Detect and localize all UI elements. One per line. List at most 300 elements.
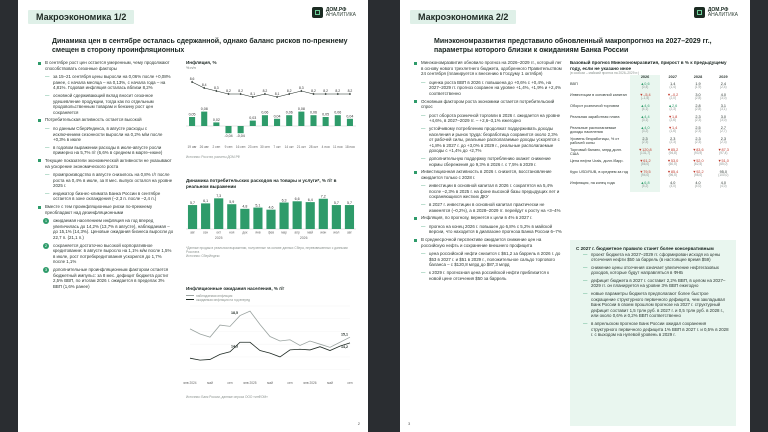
- data-label: 0,06: [310, 110, 317, 115]
- data-label: 4,8: [242, 204, 248, 209]
- forecast-table-block: [570, 60, 736, 192]
- number-badge: 2: [44, 242, 48, 248]
- table-row: [570, 82, 736, 93]
- table-row: [570, 170, 736, 181]
- data-label: 5,7: [346, 200, 352, 205]
- cell-previous: (1,4): [669, 85, 676, 89]
- cell-previous: (3,1): [720, 107, 727, 111]
- cell-previous: (4,0): [669, 184, 676, 188]
- cell-value: 95,0: [719, 170, 728, 174]
- cell-previous: (97,4): [719, 151, 728, 155]
- cell-value: 4,0: [695, 181, 701, 185]
- table-cell: [685, 170, 710, 181]
- table-cell: [660, 93, 685, 104]
- cell-previous: (56,0): [640, 162, 650, 166]
- data-label: 6,1: [203, 199, 209, 204]
- cell-value: ▼–5,4: [639, 93, 651, 97]
- tick-label: 26 авг: [199, 145, 209, 150]
- tick-label: 21 окт: [296, 145, 306, 150]
- table-cell: [711, 93, 736, 104]
- bar: [189, 117, 195, 126]
- page-right: [400, 0, 750, 432]
- tick-label: дек: [242, 230, 248, 235]
- row-label: Оборот розничной торговли: [570, 104, 620, 108]
- data-label: 5,7: [190, 200, 196, 205]
- sub-bullet-item: — промпроизводство в августе снизилось на 0,8% г/г после роста на 0,4% в июле, за 8 мес. выпуск остался на уровне 2025 г.: [38, 172, 174, 189]
- cell-previous: (4,0): [694, 184, 702, 188]
- cell-previous: (62,5): [693, 162, 703, 166]
- tick-label: июл: [333, 230, 340, 235]
- cell-previous: (–1,5): [640, 96, 650, 100]
- chart-note: *Данные продаж в реальном выражении, полученные на основе данных Сбера, перевзвешенных с данными Росстата: [186, 246, 348, 254]
- tick-label: 14 окт: [284, 145, 294, 150]
- table-cell: [660, 104, 685, 115]
- bullet-item: Вместе с тем проинфляционные риски по-прежнему преобладают над дезинфляционными: [38, 204, 174, 215]
- logo-text: ДОМ.РФ АНАЛИТИКА: [325, 6, 356, 18]
- cell-value: 2,3: [695, 137, 701, 141]
- table-row: [570, 148, 736, 159]
- table-row: [570, 104, 736, 115]
- chart-consumer-spending: [186, 178, 356, 258]
- cell-value: ▼83,6: [692, 148, 704, 152]
- table-header-cell: 2028: [693, 75, 703, 79]
- cell-value: ▲0,6: [640, 82, 650, 86]
- box-title: С 2027 г. бюджетное правило станет более консервативным: [576, 246, 714, 251]
- tick-label: 9 сен: [224, 145, 233, 150]
- tick-label: фев: [267, 230, 275, 235]
- table-row: [570, 137, 736, 148]
- line-label: 8,2: [238, 89, 244, 94]
- tick-label: сен: [227, 380, 233, 385]
- bar: [225, 126, 231, 133]
- row-label: Торговый баланс, млрд долл. США: [570, 148, 623, 156]
- bar: [253, 208, 262, 229]
- data-label: 0,06: [334, 110, 342, 115]
- table-cell: [660, 148, 685, 159]
- numbered-item: [38, 243, 174, 265]
- bullet-item: Потребительская активность остается высокой: [38, 117, 174, 123]
- table-header-cell: 2026: [630, 75, 660, 82]
- tick-label: 30 сен: [260, 145, 270, 150]
- line-label: 8,2: [347, 89, 353, 94]
- chart-source: Источник: Росстат, расчеты ДОМ.РФ: [186, 155, 241, 160]
- cell-value: ▼51,0: [717, 159, 729, 163]
- cell-previous: (98,0): [693, 173, 703, 177]
- budget-rule-box: [570, 240, 736, 426]
- cell-previous: (3,1): [641, 118, 649, 122]
- data-label: 15,1: [341, 332, 348, 337]
- cell-value: 2,3: [670, 137, 676, 141]
- line-label: 8,1: [274, 92, 280, 97]
- chart-title: Динамика потребительских расходов на товары и услуги*, % г/г в реальном выражении: [186, 178, 337, 189]
- line-label: 8,3: [213, 86, 219, 91]
- table-cell: [685, 104, 710, 115]
- page-left: [18, 0, 368, 432]
- data-label: 0,05: [322, 112, 330, 117]
- cell-previous: (2,3): [694, 118, 702, 122]
- cell-value: 1,9: [695, 82, 701, 86]
- table-cell: [660, 170, 685, 181]
- chart-source: Источник: СберИндекс: [186, 254, 220, 258]
- row-label: Инвестиции в основной капитал: [570, 93, 627, 97]
- line-label: 8,1: [250, 92, 256, 97]
- cell-value: ▼85,2: [667, 148, 679, 152]
- cell-value: ▼79,5: [639, 170, 651, 174]
- tick-label: авг: [190, 230, 195, 235]
- inflation-chart-svg: [186, 70, 356, 150]
- page-number: 3: [408, 421, 411, 426]
- cell-previous: (2,8): [694, 96, 702, 100]
- tick-label: июн: [320, 230, 327, 235]
- bar: [188, 205, 197, 229]
- table-cell: [660, 126, 685, 137]
- data-label: 6,4: [307, 197, 313, 202]
- cell-previous: (93,9): [693, 151, 703, 155]
- data-label: 0,04: [273, 114, 281, 119]
- point: [191, 81, 193, 83]
- cell-previous: (2,4): [720, 85, 727, 89]
- chart-inflation-expectations: [183, 286, 356, 399]
- bar: [286, 115, 292, 126]
- sub-bullet-item: — в годовом выражении расходы в июле-августе росли примерно на 5,7% г/г (6,6% в среднем в марте–июне): [38, 145, 174, 156]
- sub-bullet-item: — устойчивому потреблению продолжат поддерживать доходы населения и рынок труда: безработица сохранится около 2,3% от рабочей силы, реальные располагаемые доходы ускорятся с +1,8% в 2027 г. до +3,0% в 2029 г., реальные располагаемые доходы с +1,4% до +2,7%: [414, 126, 562, 154]
- table-cell: [685, 115, 710, 126]
- tick-label: сен: [347, 380, 353, 385]
- legend: [186, 294, 356, 302]
- row-label: Инфляция, на конец года: [570, 181, 615, 185]
- text-column: [38, 60, 174, 291]
- box-text: [576, 246, 730, 340]
- line-label: 8,4: [201, 83, 207, 88]
- table-cell: [630, 148, 660, 159]
- cell-previous: (3,0): [720, 118, 727, 122]
- table-cell: [630, 137, 660, 148]
- cell-previous: (2,6): [669, 118, 676, 122]
- tick-label: окт: [216, 230, 222, 235]
- table-row: [570, 181, 736, 192]
- sub-bullet-item: — инвестиции в основной капитал в 2026 г. сократятся на 5,4% после –2,3% в 2025 г. на фоне высокой базы предыдущих лет и сохраняющихся жестких ДКУ: [414, 183, 562, 200]
- table-cell: [685, 137, 710, 148]
- data-label: 0,03: [249, 116, 257, 121]
- bar: [250, 121, 256, 126]
- cell-previous: (96,5): [668, 173, 677, 177]
- bar: [293, 201, 302, 229]
- data-label: 6,6: [294, 197, 300, 202]
- tick-label: 16 сен: [235, 145, 246, 150]
- data-label: 0,08: [297, 107, 305, 112]
- bullet-item: В среднесрочной перспективе ожидается снижение цен на российскую нефть и сохранение внешнего профицита: [414, 237, 562, 248]
- box-item: — снижение цены отсечения означает увеличение нефтегазовых доходов, которые будут направляться в ФНБ: [576, 265, 730, 276]
- bar: [240, 209, 249, 229]
- data-label: -0,04: [224, 134, 233, 139]
- box-item: — новые параметры бюджета предполагают более быстрое сокращение структурного первичного дефицита, чем закладывал Банк России в своем прошлом прогнозе на 2027 г. структурный дефицит составит 1,5 трлн руб. в 2027 г. и 0,5 трлн руб. в 2028 г., или около 0,6% и 0,2% ВВП соответственно: [576, 291, 730, 319]
- cell-value: ▼85,4: [667, 170, 679, 174]
- cell-value: ▼87,3: [717, 148, 729, 152]
- cell-value: ▼–0,2: [667, 93, 679, 97]
- point: [276, 96, 278, 98]
- series-line: [190, 311, 350, 347]
- data-label: 5,9: [229, 200, 235, 205]
- logo-text: ДОМ.РФ АНАЛИТИКА: [707, 6, 738, 18]
- sub-bullet-item: — цена российской нефти снизится с $61,2 за баррель в 2026 г. до $53 в 2027 г. и $51 в 2029 г., положительное сальдо торгового баланса – с $120,8 млрд до $87,3 млрд: [414, 251, 562, 268]
- legend-item: ожидаемая инфляция на год вперед: [186, 298, 356, 302]
- spending-chart-svg: [186, 189, 356, 241]
- year-label: 2025: [214, 236, 223, 240]
- cell-value: ▼1,8: [668, 115, 678, 119]
- table-cell: [660, 181, 685, 192]
- cell-previous: (65,0): [719, 162, 728, 166]
- data-label: 0,06: [285, 110, 293, 115]
- row-label: ВВП: [570, 82, 578, 86]
- bar: [345, 205, 354, 229]
- logo: [312, 7, 356, 18]
- data-label: 0,08: [200, 107, 208, 112]
- cell-previous: (3,0): [720, 96, 727, 100]
- chart-title: Инфляция, %: [186, 60, 217, 65]
- tick-label: сен: [203, 230, 209, 235]
- tick-label: май: [207, 380, 213, 385]
- cell-value: 3,0: [720, 115, 726, 119]
- cell-value: ▲6,8: [640, 181, 650, 185]
- table-cell: [711, 159, 736, 170]
- cell-value: ▼61,2: [639, 159, 651, 163]
- tick-label: май: [267, 380, 273, 385]
- cell-previous: (5,2): [641, 184, 649, 188]
- bullet-item: Минэкономразвития обновило прогноз на 2026–2029 гг., который лег в основу нового трехлетнего бюджета, одобренного Правительством 24 сентября (планируется к внесению в Госдуму 1 октября): [414, 60, 562, 77]
- data-label: 5,7: [333, 200, 339, 205]
- cell-previous: (2,3): [641, 140, 649, 144]
- numbered-item: [38, 267, 174, 289]
- cell-value: ▲2,6: [668, 104, 678, 108]
- data-label: 7,2: [320, 194, 326, 199]
- table-cell: [630, 126, 660, 137]
- data-label: 18,5: [231, 310, 238, 315]
- page-title: Динамика цен в сентябре осталась сдержанной, однако баланс рисков по-прежнему смещен в сторону проинфляционных: [52, 38, 348, 54]
- cell-value: 3,0: [695, 93, 701, 97]
- tick-label: май: [307, 230, 314, 235]
- cell-value: 2,7: [720, 126, 726, 130]
- chart-inflation: [186, 60, 356, 159]
- table-cell: [711, 137, 736, 148]
- row-label: Реальные располагаемые доходы населения: [570, 126, 617, 134]
- bar: [280, 203, 289, 229]
- bar: [274, 119, 280, 126]
- bar: [213, 122, 219, 126]
- table-cell: [630, 104, 660, 115]
- bar: [262, 115, 268, 126]
- table-row: [570, 159, 736, 170]
- cell-value: 2,8: [695, 104, 701, 108]
- bar: [214, 198, 223, 229]
- cell-previous: (2,3): [720, 140, 727, 144]
- bullet-item: Инфляция, по прогнозу, вернется к цели в 4% в 2027 г.: [414, 215, 562, 221]
- table-cell: [660, 82, 685, 93]
- sub-bullet-item: — основной сдерживающий вклад вносит сезонное удешевление продукции, тогда как по отдельным продовольственным товарам и бензину рост цен сохраняется: [38, 93, 174, 115]
- chart-source: Источник: Банк России, данные опроса ООО «инФОМ»: [186, 394, 268, 399]
- cell-previous: (0,4): [641, 85, 649, 89]
- cell-previous: (94,8): [668, 151, 677, 155]
- table-cell: [711, 126, 736, 137]
- cell-value: ▼120,8: [638, 148, 652, 152]
- table-cell: [630, 82, 660, 93]
- sub-bullet-item: — в 2027 г. инвестиции в основной капитал практически не изменятся (–0,2%), а в 2028–2029 гг. перейдут к росту на +3–4%: [414, 202, 562, 213]
- table-cell: [711, 115, 736, 126]
- point: [337, 93, 339, 95]
- cell-previous: (4,0): [720, 184, 727, 188]
- box-item: — в апрельском прогнозе Банк России ожидал сохранения структурного первичного дефицита 1% ВВП в 2027 г. и 0,5% в 2028 г. с выходом на нулевой уровень в 2029 г.: [576, 321, 730, 338]
- table-header-cell: [570, 75, 630, 82]
- line-label: 8,2: [323, 89, 329, 94]
- section-header: Макроэкономика 2/2: [410, 10, 516, 24]
- sub-bullet-item: — индикатор бизнес-климата Банка России в сентябре остается в зоне охлаждения (–2,3 п. после –2,4 п.): [38, 191, 174, 202]
- cell-value: 4,0: [720, 93, 726, 97]
- data-label: 7,3: [216, 194, 222, 199]
- cell-previous: (2,7): [720, 129, 727, 133]
- row-label: Курс USD/RUB, в среднем за год: [570, 170, 628, 174]
- cell-value: 2,4: [720, 82, 726, 86]
- cell-value: 2,3: [695, 115, 701, 119]
- table-cell: [685, 181, 710, 192]
- box-item: — дефицит бюджета в 2027 г. составит 2,2% ВВП, в целом на 2027–2029 гг. он планируется на уровне 3% ВВП ежегодно: [576, 278, 730, 289]
- table-cell: [630, 93, 660, 104]
- table-cell: [685, 159, 710, 170]
- cell-value: 2,3: [642, 137, 648, 141]
- tick-label: сен: [287, 380, 293, 385]
- cell-previous: (3,2): [641, 129, 649, 133]
- tick-label: 23 сен: [248, 145, 258, 150]
- cell-previous: (2,3): [694, 129, 702, 133]
- forecast-table: [570, 75, 736, 192]
- cell-value: ▲4,4: [640, 115, 650, 119]
- bar: [332, 205, 341, 229]
- bullet-item: Основным фактором роста экономики остается потребительский спрос: [414, 99, 562, 110]
- point: [252, 96, 254, 98]
- table-cell: [685, 93, 710, 104]
- box-item: — проект бюджета на 2027–2029 гг. сформирован исходя из цены отсечения нефти $50 за баррель (в настоящее время $59): [576, 252, 730, 263]
- point: [325, 93, 327, 95]
- data-label: 0,06: [261, 110, 269, 115]
- cell-previous: (1,9): [694, 85, 702, 89]
- logo: [694, 7, 738, 18]
- sub-bullet-item: — оценка роста ВВП в 2026 г. повышена до +0,6% с +0,4%, на 2027–2029 гг. прогноз сохранен на уровне +1,4%, +1,9% и +2,4% соответственно: [414, 80, 562, 97]
- row-label: Уровень безработицы, % от рабочей силы: [570, 137, 620, 145]
- number-badge: 1: [44, 218, 48, 224]
- data-label: 6,3: [281, 198, 287, 203]
- table-cell: [630, 115, 660, 126]
- bar: [323, 117, 329, 126]
- cell-value: ▼92,2: [692, 170, 704, 174]
- table-cell: [711, 170, 736, 181]
- point: [313, 93, 315, 95]
- line-label: 8,2: [226, 89, 231, 94]
- table-cell: [685, 126, 710, 137]
- point: [203, 87, 205, 89]
- table-cell: [711, 148, 736, 159]
- cell-value: ▲4,0: [640, 126, 650, 130]
- page-title: Минэкономразвития представило обновленный макропрогноз на 2027–2029 гг., параметры которого близки к ожиданиям Банка России: [434, 38, 712, 54]
- point: [300, 90, 302, 92]
- cell-value: 2,3: [720, 137, 726, 141]
- table-subtitle: (в скобках – майский прогноз на 2026–2029 гг.): [570, 71, 640, 75]
- numbered-text: сохраняется достаточно высокой корпоративное кредитование: в августе выросло на 1,1% м/м после 1,5% в июле, рост потребкредитования ускорился до 1,7% после 1,1%: [53, 242, 172, 265]
- cell-value: 2,5: [695, 126, 701, 130]
- cell-previous: (2,3): [694, 140, 702, 144]
- chart-title: Инфляционные ожидания населения, % г/г: [186, 286, 285, 291]
- bar: [298, 112, 304, 126]
- table-cell: [660, 115, 685, 126]
- cell-value: ▼1,4: [668, 126, 678, 130]
- point: [215, 90, 217, 92]
- cell-value: 3,1: [720, 104, 726, 108]
- table-header-cell: 2029: [719, 75, 728, 79]
- line-label: 8,2: [335, 89, 341, 94]
- bullet-item: Текущие показатели экономической активности не указывают на ускорение экономического роста: [38, 158, 174, 169]
- cell-previous: (4,1): [641, 107, 649, 111]
- table-cell: [711, 104, 736, 115]
- bar: [201, 112, 207, 126]
- bar: [201, 203, 210, 229]
- cell-previous: (1,6): [669, 129, 676, 133]
- data-label: 5,1: [255, 203, 261, 208]
- table-cell: [711, 82, 736, 93]
- tick-label: янв 2025: [243, 380, 257, 385]
- tick-label: янв 2024: [183, 380, 197, 385]
- bar: [227, 204, 236, 229]
- table-cell: [630, 170, 660, 181]
- bar: [319, 199, 328, 229]
- tick-label: мар: [281, 230, 287, 235]
- cell-value: ▼53,0: [667, 159, 679, 163]
- bullet-item: Инвестиционная активность в 2026 г. снизится, восстановление ожидается только с 2028 г.: [414, 169, 562, 180]
- bar: [306, 202, 315, 229]
- tick-label: 11 ноя: [333, 145, 343, 150]
- cell-previous: (2,3): [669, 140, 676, 144]
- bullet-item: В сентябре рост цен остается умеренным, чему продолжают способствовать сезонные факторы: [38, 60, 174, 71]
- numbered-text: дополнительные проинфляционным фактором остается бюджетный импульс: за 8 мес. дефицит бюджета достиг 2,5% ВВП, по итогам 2026 г. ожидается в пределах 3% ВВП (1,6% ранее): [53, 267, 169, 289]
- line-label: 8,6: [189, 77, 195, 82]
- bar: [266, 210, 275, 229]
- row-label: Реальная заработная плата: [570, 115, 620, 119]
- table-cell: [660, 137, 685, 148]
- tick-label: 4 ноя: [321, 145, 330, 150]
- sub-bullet-item: — прогноз на конец 2026 г. повышен до 6,8% с 5,2% в майской версии, что находится в диапазоне прогноза Банка России 6–7%: [414, 224, 562, 235]
- cell-previous: (2,3): [669, 107, 676, 111]
- table-cell: [630, 181, 660, 192]
- tick-label: 19 авг: [187, 145, 197, 150]
- cell-previous: (2,8): [694, 107, 702, 111]
- line-label: 8,2: [311, 89, 316, 94]
- point: [240, 93, 242, 95]
- tick-label: 2 сен: [212, 145, 221, 150]
- data-label: 0,05: [188, 112, 196, 117]
- series-line: [190, 342, 350, 360]
- cell-previous: (60,5): [668, 162, 677, 166]
- table-cell: [660, 159, 685, 170]
- point: [264, 93, 266, 95]
- tick-label: 7 окт: [273, 145, 281, 150]
- table-row: [570, 93, 736, 104]
- page-number: 2: [357, 421, 360, 426]
- cell-previous: (94,0): [640, 173, 650, 177]
- tick-label: 28 окт: [308, 145, 319, 150]
- year-label: 2026: [299, 236, 308, 240]
- point: [228, 93, 230, 95]
- sub-bullet-item: — к 2029 г. прогнозная цена российской нефти приблизится к новой цене отсечения $50 за баррель: [414, 270, 562, 281]
- tick-label: янв: [255, 230, 261, 235]
- data-label: 14,3: [231, 343, 238, 348]
- table-row: [570, 115, 736, 126]
- table-header-cell: 2027: [668, 75, 677, 79]
